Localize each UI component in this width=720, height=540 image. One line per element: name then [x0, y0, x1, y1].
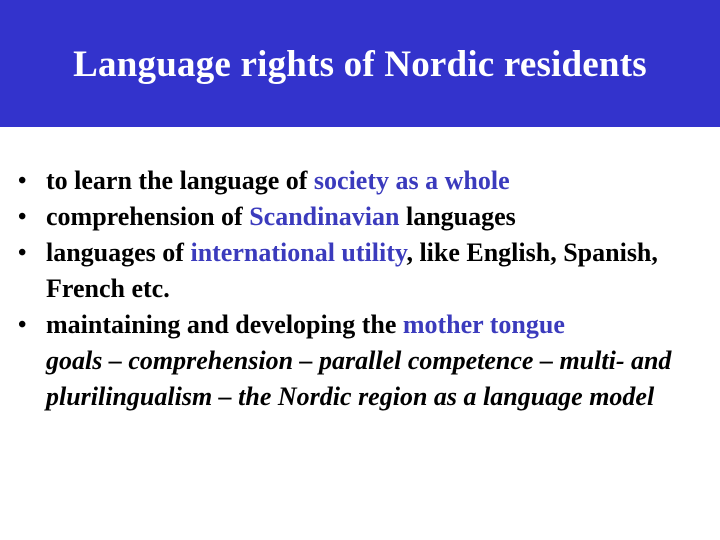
bullet-icon: •	[18, 204, 27, 230]
bullet-item-scandinavian	[18, 199, 708, 235]
bullet-highlight: mother tongue	[402, 310, 565, 339]
bullet-text	[46, 163, 708, 199]
bullet-text-before: comprehension of	[46, 202, 250, 231]
bullet-text-after: , like English, Spanish, French etc.	[46, 238, 658, 303]
slide-content	[18, 163, 708, 415]
bullet-icon: •	[18, 240, 27, 266]
title-bar	[0, 0, 720, 127]
goals-statement: goals – comprehension – parallel competence – multi- and plurilingualism – the Nordic region as a language model	[46, 346, 672, 411]
bullet-item-society	[18, 163, 708, 199]
bullet-text	[46, 235, 708, 307]
bullet-text	[46, 199, 708, 235]
bullet-highlight: international utility	[190, 238, 407, 267]
bullet-text-before: to learn the language of	[46, 166, 314, 195]
bullet-item-mother-tongue	[18, 307, 708, 343]
bullet-text	[46, 307, 708, 343]
bullet-highlight: Scandinavian	[249, 202, 400, 231]
bullet-icon: •	[18, 168, 27, 194]
bullet-text-before: languages of	[46, 238, 191, 267]
bullet-item-international	[18, 235, 708, 307]
bullet-highlight: society as a whole	[313, 166, 510, 195]
bullet-list	[18, 163, 708, 343]
bullet-icon: •	[18, 312, 27, 338]
bullet-text-before: maintaining and developing the	[46, 310, 403, 339]
bullet-text-after: languages	[399, 202, 516, 231]
slide-title: Language rights of Nordic residents	[73, 44, 647, 85]
